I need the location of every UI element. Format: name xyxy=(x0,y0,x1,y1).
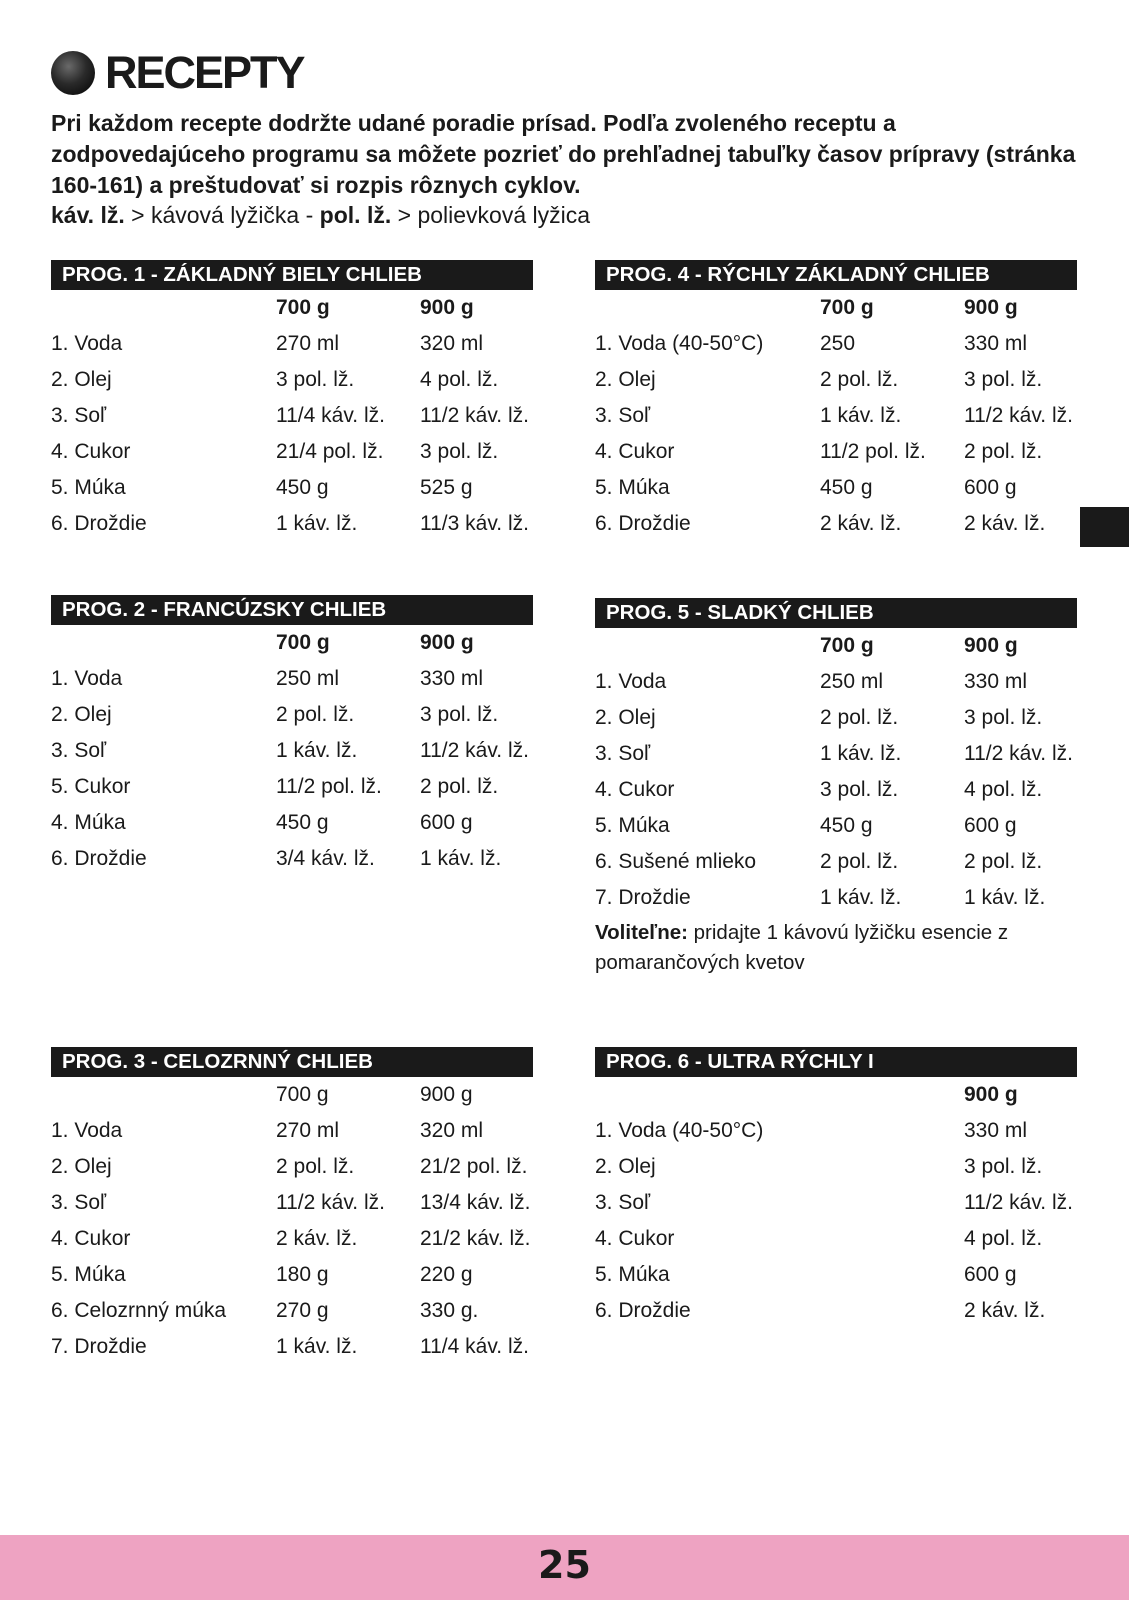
ingredient-name: 5. Múka xyxy=(595,476,670,499)
amount-900g: 4 pol. lž. xyxy=(964,778,1043,801)
amount-900g: 21/2 pol. lž. xyxy=(420,1155,528,1178)
ingredient-name: 2. Olej xyxy=(595,1155,656,1178)
recipe-column-headers xyxy=(51,625,533,661)
column-900g: 900 g xyxy=(420,1083,473,1106)
amount-700g: 11/2 pol. lž. xyxy=(276,775,382,798)
amount-700g: 11/2 káv. lž. xyxy=(276,1191,385,1214)
recipe-column-headers xyxy=(595,628,1077,664)
amount-700g: 250 xyxy=(820,332,856,355)
column-900g: 900 g xyxy=(964,634,1018,657)
ingredient-name: 6. Droždie xyxy=(51,847,147,870)
column-700g: 700 g xyxy=(276,1083,329,1106)
optional-note-text: pridajte 1 kávovú lyžičku esencie z pomarančových kvetov xyxy=(595,921,1009,974)
column-900g: 900 g xyxy=(964,1083,1018,1106)
amount-700g: 2 káv. lž. xyxy=(276,1227,358,1250)
ingredient-name: 3. Soľ xyxy=(51,1191,107,1214)
recipe-prog-4 xyxy=(595,260,1077,542)
amount-900g: 330 ml xyxy=(964,670,1028,693)
recipe-column-headers xyxy=(51,290,533,326)
ingredient-row xyxy=(51,506,533,542)
ingredient-row xyxy=(595,1257,1077,1293)
ingredient-row xyxy=(51,697,533,733)
ingredient-name: 6. Sušené mlieko xyxy=(595,850,757,873)
amount-900g: 3 pol. lž. xyxy=(420,703,499,726)
ingredient-name: 5. Múka xyxy=(595,1263,670,1286)
ingredient-name: 6. Droždie xyxy=(51,512,147,535)
abbreviation-legend xyxy=(51,201,590,229)
amount-900g: 2 pol. lž. xyxy=(420,775,499,798)
amount-700g: 1 káv. lž. xyxy=(276,512,358,535)
ingredient-name: 3. Soľ xyxy=(595,742,651,765)
ingredient-name: 5. Múka xyxy=(51,1263,126,1286)
recipe-header: PROG. 3 - CELOZRNNÝ CHLIEB xyxy=(51,1047,533,1077)
recipe-column-headers xyxy=(51,1077,533,1113)
page-number: 25 xyxy=(538,1543,591,1587)
recipe-prog-5 xyxy=(595,598,1077,978)
amount-700g: 2 pol. lž. xyxy=(276,1155,355,1178)
amount-700g: 270 ml xyxy=(276,332,340,355)
ingredient-name: 2. Olej xyxy=(595,706,656,729)
recipe-header: PROG. 5 - SLADKÝ CHLIEB xyxy=(595,598,1077,628)
amount-700g: 1 káv. lž. xyxy=(820,886,902,909)
ingredient-name: 4. Cukor xyxy=(595,440,675,463)
ingredient-name: 1. Voda (40-50°C) xyxy=(595,332,764,355)
amount-900g: 600 g xyxy=(964,476,1017,499)
amount-900g: 3 pol. lž. xyxy=(964,368,1043,391)
amount-900g: 2 pol. lž. xyxy=(964,850,1043,873)
amount-900g: 11/2 káv. lž. xyxy=(420,739,529,762)
kav-explanation: > kávová lyžička - xyxy=(124,202,320,228)
ingredient-name: 1. Voda xyxy=(51,1119,123,1142)
ingredient-row xyxy=(51,362,533,398)
ingredient-name: 4. Múka xyxy=(51,811,126,834)
ingredient-name: 5. Múka xyxy=(51,476,126,499)
recipe-prog-2 xyxy=(51,595,533,877)
ingredient-name: 4. Cukor xyxy=(595,1227,675,1250)
amount-900g: 3 pol. lž. xyxy=(964,706,1043,729)
ingredient-name: 5. Cukor xyxy=(51,775,131,798)
ingredient-name: 2. Olej xyxy=(51,368,112,391)
recipe-header: PROG. 4 - RÝCHLY ZÁKLADNÝ CHLIEB xyxy=(595,260,1077,290)
ingredient-name: 3. Soľ xyxy=(595,1191,651,1214)
amount-700g: 270 ml xyxy=(276,1119,340,1142)
amount-900g: 11/2 káv. lž. xyxy=(964,1191,1073,1214)
ingredient-row xyxy=(51,398,533,434)
ingredient-name: 2. Olej xyxy=(595,368,656,391)
ingredient-name: 3. Soľ xyxy=(51,739,107,762)
ingredient-row xyxy=(595,1185,1077,1221)
amount-700g: 450 g xyxy=(820,814,873,837)
ingredient-row xyxy=(595,772,1077,808)
ingredient-row xyxy=(51,805,533,841)
amount-900g: 11/3 káv. lž. xyxy=(420,512,529,535)
ingredient-row xyxy=(51,326,533,362)
amount-700g: 2 pol. lž. xyxy=(820,850,899,873)
ingredient-row xyxy=(595,398,1077,434)
amount-900g: 330 ml xyxy=(964,1119,1028,1142)
amount-700g: 250 ml xyxy=(820,670,884,693)
ingredient-row xyxy=(51,1185,533,1221)
amount-700g: 1 káv. lž. xyxy=(820,404,902,427)
amount-900g: 11/2 káv. lž. xyxy=(964,404,1073,427)
ingredient-row xyxy=(51,1329,533,1365)
kav-abbreviation: káv. lž. xyxy=(51,202,125,228)
ingredient-row xyxy=(51,1293,533,1329)
amount-900g: 330 g. xyxy=(420,1299,479,1322)
column-700g: 700 g xyxy=(276,631,330,654)
amount-700g: 11/4 káv. lž. xyxy=(276,404,385,427)
ingredient-name: 6. Celozrnný múka xyxy=(51,1299,227,1322)
ingredient-row xyxy=(51,1149,533,1185)
amount-700g: 1 káv. lž. xyxy=(276,1335,358,1358)
recipe-column-headers xyxy=(595,1077,1077,1113)
recipe-header: PROG. 6 - ULTRA RÝCHLY I xyxy=(595,1047,1077,1077)
ingredient-name: 4. Cukor xyxy=(595,778,675,801)
amount-900g: 600 g xyxy=(420,811,473,834)
ingredient-name: 4. Cukor xyxy=(51,1227,131,1250)
amount-900g: 1 káv. lž. xyxy=(420,847,502,870)
amount-700g: 2 pol. lž. xyxy=(820,706,899,729)
ingredient-name: 4. Cukor xyxy=(51,440,131,463)
amount-700g: 3/4 káv. lž. xyxy=(276,847,375,870)
amount-900g: 320 ml xyxy=(420,332,484,355)
amount-900g: 600 g xyxy=(964,814,1017,837)
amount-900g: 11/2 káv. lž. xyxy=(420,404,529,427)
page-title-text: RECEPTY xyxy=(105,47,304,98)
column-700g: 700 g xyxy=(820,296,874,319)
ingredient-row xyxy=(51,733,533,769)
ingredient-row xyxy=(595,700,1077,736)
ingredient-row xyxy=(595,664,1077,700)
ingredient-row xyxy=(595,362,1077,398)
amount-900g: 330 ml xyxy=(420,667,484,690)
column-700g: 700 g xyxy=(820,634,874,657)
ingredient-row xyxy=(51,1113,533,1149)
amount-900g: 1 káv. lž. xyxy=(964,886,1046,909)
ingredient-name: 7. Droždie xyxy=(595,886,691,909)
amount-700g: 1 káv. lž. xyxy=(276,739,358,762)
amount-700g: 450 g xyxy=(276,811,329,834)
optional-note-label: Voliteľne: xyxy=(595,921,688,944)
amount-700g: 2 pol. lž. xyxy=(820,368,899,391)
amount-700g: 3 pol. lž. xyxy=(276,368,355,391)
amount-900g: 4 pol. lž. xyxy=(420,368,499,391)
amount-900g: 330 ml xyxy=(964,332,1028,355)
column-900g: 900 g xyxy=(964,296,1018,319)
recipe-column-headers xyxy=(595,290,1077,326)
ingredient-row xyxy=(595,736,1077,772)
amount-900g: 3 pol. lž. xyxy=(964,1155,1043,1178)
amount-700g: 1 káv. lž. xyxy=(820,742,902,765)
ingredient-row xyxy=(595,880,1077,916)
amount-900g: 600 g xyxy=(964,1263,1017,1286)
recipe-header: PROG. 1 - ZÁKLADNÝ BIELY CHLIEB xyxy=(51,260,533,290)
ingredient-name: 1. Voda xyxy=(51,667,123,690)
ingredient-name: 2. Olej xyxy=(51,703,112,726)
intro-paragraph: Pri každom recepte dodržte udané poradie prísad. Podľa zvoleného receptu a zodpovedajúceho programu sa môžete pozrieť do prehľadnej tabuľky časov prípravy (stránka 160-161) a preštudovať si rozpis rôznych cyklov. xyxy=(51,110,1076,198)
bullet-icon xyxy=(51,51,95,95)
amount-900g: 4 pol. lž. xyxy=(964,1227,1043,1250)
ingredient-row xyxy=(51,841,533,877)
ingredient-row xyxy=(51,769,533,805)
ingredient-row xyxy=(51,1257,533,1293)
recipe-prog-1 xyxy=(51,260,533,542)
amount-700g: 270 g xyxy=(276,1299,329,1322)
ingredient-row xyxy=(595,844,1077,880)
ingredient-row xyxy=(595,434,1077,470)
amount-900g: 21/2 káv. lž. xyxy=(420,1227,531,1250)
ingredient-name: 1. Voda xyxy=(51,332,123,355)
side-section-tab xyxy=(1080,507,1129,547)
ingredient-name: 2. Olej xyxy=(51,1155,112,1178)
pol-abbreviation: pol. lž. xyxy=(319,202,392,228)
ingredient-name: 3. Soľ xyxy=(51,404,107,427)
amount-700g: 11/2 pol. lž. xyxy=(820,440,926,463)
optional-note xyxy=(595,918,1077,978)
ingredient-row xyxy=(595,506,1077,542)
amount-900g: 2 pol. lž. xyxy=(964,440,1043,463)
amount-900g: 2 káv. lž. xyxy=(964,1299,1046,1322)
ingredient-name: 3. Soľ xyxy=(595,404,651,427)
ingredient-row xyxy=(51,1221,533,1257)
recipe-prog-6 xyxy=(595,1047,1077,1329)
amount-900g: 525 g xyxy=(420,476,473,499)
ingredient-row xyxy=(595,1293,1077,1329)
amount-900g: 220 g xyxy=(420,1263,473,1286)
ingredient-name: 1. Voda (40-50°C) xyxy=(595,1119,764,1142)
amount-900g: 13/4 káv. lž. xyxy=(420,1191,531,1214)
ingredient-name: 7. Droždie xyxy=(51,1335,147,1358)
amount-700g: 2 káv. lž. xyxy=(820,512,902,535)
amount-900g: 2 káv. lž. xyxy=(964,512,1046,535)
ingredient-row xyxy=(51,434,533,470)
recipe-header: PROG. 2 - FRANCÚZSKY CHLIEB xyxy=(51,595,533,625)
ingredient-row xyxy=(595,1149,1077,1185)
ingredient-name: 6. Droždie xyxy=(595,512,691,535)
column-900g: 900 g xyxy=(420,631,474,654)
column-700g: 700 g xyxy=(276,296,330,319)
amount-700g: 21/4 pol. lž. xyxy=(276,440,384,463)
amount-700g: 180 g xyxy=(276,1263,329,1286)
ingredient-name: 6. Droždie xyxy=(595,1299,691,1322)
ingredient-row xyxy=(595,808,1077,844)
amount-900g: 320 ml xyxy=(420,1119,484,1142)
amount-900g: 11/2 káv. lž. xyxy=(964,742,1073,765)
amount-700g: 450 g xyxy=(820,476,873,499)
amount-700g: 3 pol. lž. xyxy=(820,778,899,801)
recipe-prog-3 xyxy=(51,1047,533,1365)
ingredient-name: 1. Voda xyxy=(595,670,667,693)
ingredient-row xyxy=(51,470,533,506)
amount-900g: 3 pol. lž. xyxy=(420,440,499,463)
pol-explanation: > polievková lyžica xyxy=(391,202,591,228)
amount-700g: 450 g xyxy=(276,476,329,499)
ingredient-row xyxy=(595,470,1077,506)
page-title xyxy=(51,47,304,98)
amount-700g: 2 pol. lž. xyxy=(276,703,355,726)
ingredient-row xyxy=(595,1221,1077,1257)
ingredient-row xyxy=(595,326,1077,362)
ingredient-name: 5. Múka xyxy=(595,814,670,837)
column-900g: 900 g xyxy=(420,296,474,319)
amount-900g: 11/4 káv. lž. xyxy=(420,1335,529,1358)
ingredient-row xyxy=(51,661,533,697)
ingredient-row xyxy=(595,1113,1077,1149)
amount-700g: 250 ml xyxy=(276,667,340,690)
